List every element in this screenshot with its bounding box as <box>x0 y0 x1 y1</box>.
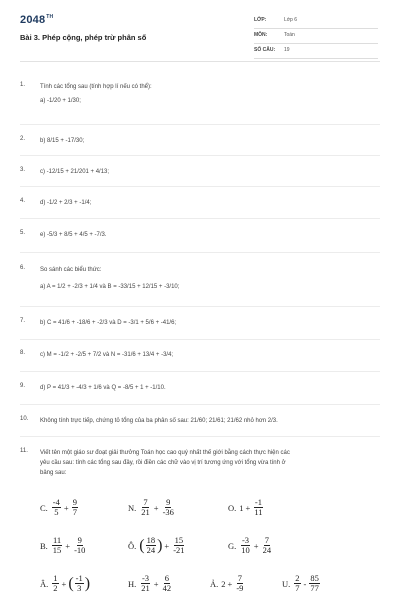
divider <box>20 371 380 372</box>
denominator: 5 <box>54 507 59 517</box>
numerator: 85 <box>310 573 319 583</box>
integer: 2 <box>221 578 226 589</box>
question-number: 4. <box>20 198 26 204</box>
option-letter: B. <box>40 540 48 551</box>
answer-option <box>40 536 87 555</box>
operator: + <box>61 578 67 589</box>
operator: + <box>245 502 251 513</box>
question-text: Không tính trực tiếp, chứng tỏ tổng của ba phân số sau: 21/60; 21/61; 21/62 nhỏ hơn 2/3. <box>40 418 278 424</box>
question-number: 11. <box>20 448 28 454</box>
fraction <box>75 574 84 593</box>
answer-option <box>210 574 245 593</box>
parenthesis: ) <box>157 536 163 554</box>
question-text: d) -1/2 + 2/3 + -1/4; <box>40 200 92 206</box>
denominator: 7 <box>72 507 77 517</box>
fraction <box>253 498 263 517</box>
meta-subject: MÔN: Toán <box>254 29 378 44</box>
header-divider <box>20 61 380 62</box>
denominator: 15 <box>52 545 62 555</box>
divider <box>20 218 380 219</box>
answer-option <box>282 574 321 593</box>
divider <box>20 404 380 405</box>
question-text: b) 8/15 + -17/30; <box>40 138 85 144</box>
option-letter: Â. <box>40 578 49 589</box>
logo[interactable]: 2048TH <box>20 14 54 26</box>
numerator: 6 <box>164 573 169 583</box>
numerator: 11 <box>52 535 62 545</box>
answer-option <box>128 498 176 517</box>
parenthesis: ( <box>68 574 74 592</box>
divider <box>20 155 380 156</box>
question-number: 7. <box>20 318 26 324</box>
question-text: Viết tên một giáo sư đoạt giải thưởng Toán học cao quý nhất thế giới bằng cách thực hiện các yêu cầu sau: tính các tổng sau đây, rồi điền các chữ vào vị trí tương ứng với tổng vừa tính ở bảng sau: <box>40 450 290 476</box>
question-number: 5. <box>20 230 26 236</box>
answer-option <box>128 574 173 593</box>
answer-option <box>228 536 273 555</box>
option-letter: C. <box>40 502 48 513</box>
numerator: 7 <box>237 573 242 583</box>
answer-option <box>228 498 265 517</box>
divider <box>20 306 380 307</box>
fraction <box>294 574 300 593</box>
fraction <box>262 536 273 555</box>
operator: + <box>153 578 159 589</box>
fraction <box>172 536 185 555</box>
fraction <box>162 574 173 593</box>
question-number: 9. <box>20 383 26 389</box>
question-text: c) M = -1/2 + -2/5 + 7/2 và N = -31/6 + 13/4 + -3/4; <box>40 352 174 358</box>
parenthesis: ( <box>139 536 145 554</box>
integer: 1 <box>239 502 244 513</box>
meta-class: LỚP: Lớp 6 <box>254 14 378 29</box>
numerator: -4 <box>52 497 60 507</box>
numerator: 9 <box>72 497 77 507</box>
page-title: Bài 3. Phép cộng, phép trừ phân số <box>20 33 147 42</box>
denominator: 77 <box>310 583 319 593</box>
question-number: 6. <box>20 265 26 271</box>
option-letter: Ô. <box>128 540 137 551</box>
header <box>0 0 400 58</box>
fraction <box>162 498 175 517</box>
denominator: 42 <box>162 583 172 593</box>
answer-option <box>128 536 187 555</box>
operator: + <box>63 502 69 513</box>
meta-table <box>254 14 378 59</box>
fraction <box>146 536 157 555</box>
denominator: 11 <box>254 507 263 517</box>
denominator: 21 <box>141 507 150 517</box>
numerator: 9 <box>77 535 82 545</box>
question-number: 1. <box>20 82 26 88</box>
fraction <box>140 498 151 517</box>
denominator: 10 <box>241 545 250 555</box>
question-text: Tính các tổng sau (tính hợp lí nếu có thể): <box>40 84 152 90</box>
fraction <box>309 574 320 593</box>
denominator: -36 <box>162 507 174 517</box>
fraction <box>240 536 251 555</box>
question-number: 10. <box>20 416 29 422</box>
denominator: -9 <box>236 583 244 593</box>
question-number: 8. <box>20 350 26 356</box>
numerator: -3 <box>241 535 250 545</box>
question-expr: a) -1/20 + 1/30; <box>40 98 81 104</box>
numerator: 1 <box>53 573 58 583</box>
question-text: c) -12/15 + 21/201 + 4/13; <box>40 169 110 175</box>
question-number: 2. <box>20 136 26 142</box>
numerator: 7 <box>264 535 269 545</box>
operator: + <box>153 502 159 513</box>
numerator: -3 <box>141 573 150 583</box>
option-letter: G. <box>228 540 237 551</box>
numerator: 9 <box>166 497 171 507</box>
divider <box>20 186 380 187</box>
option-letter: N. <box>128 502 137 513</box>
denominator: -10 <box>74 545 86 555</box>
operator: + <box>164 540 170 551</box>
option-letter: H. <box>128 578 137 589</box>
question-expr: a) A = 1/2 + -2/3 + 1/4 và B = -33/15 + 12/15 + -3/10; <box>40 284 180 290</box>
denominator: 21 <box>141 583 150 593</box>
question-text: b) C = 41/6 + -18/6 + -2/3 và D = -3/1 + 5/6 + -41/6; <box>40 320 177 326</box>
question-number: 3. <box>20 167 26 173</box>
question-text: e) -5/3 + 8/5 + 4/5 + -7/3. <box>40 232 107 238</box>
fraction <box>73 536 86 555</box>
denominator: 2 <box>53 583 58 593</box>
numerator: -1 <box>254 497 262 507</box>
denominator: 7 <box>295 583 300 593</box>
operator: - <box>303 578 307 589</box>
divider <box>20 252 380 253</box>
fraction <box>52 498 61 517</box>
numerator: 7 <box>143 497 148 507</box>
fraction <box>52 536 63 555</box>
fraction <box>72 498 78 517</box>
operator: + <box>227 578 233 589</box>
answer-option <box>40 574 90 593</box>
meta-question-count: SỐ CÂU: 19 <box>254 44 378 59</box>
numerator: -1 <box>75 573 83 583</box>
numerator: 2 <box>295 573 300 583</box>
denominator: 24 <box>146 545 156 555</box>
question-text: So sánh các biểu thức: <box>40 267 102 273</box>
option-letter: O. <box>228 502 237 513</box>
option-letter: U. <box>282 578 291 589</box>
option-letter: Ả. <box>210 578 219 589</box>
parenthesis: ) <box>84 574 91 592</box>
fraction <box>52 574 58 593</box>
question-text: d) P = 41/3 + -4/3 + 1/6 và Q = -8/5 + 1 + -1/10. <box>40 385 166 391</box>
divider <box>20 339 380 340</box>
denominator: 24 <box>262 545 272 555</box>
fraction <box>235 574 244 593</box>
answer-option <box>40 498 79 517</box>
operator: + <box>65 540 71 551</box>
fraction <box>140 574 151 593</box>
denominator: 3 <box>77 583 82 593</box>
numerator: 15 <box>174 535 184 545</box>
numerator: 18 <box>146 535 156 545</box>
divider <box>20 436 380 437</box>
operator: + <box>253 540 259 551</box>
denominator: -21 <box>173 545 185 555</box>
divider <box>20 124 380 125</box>
